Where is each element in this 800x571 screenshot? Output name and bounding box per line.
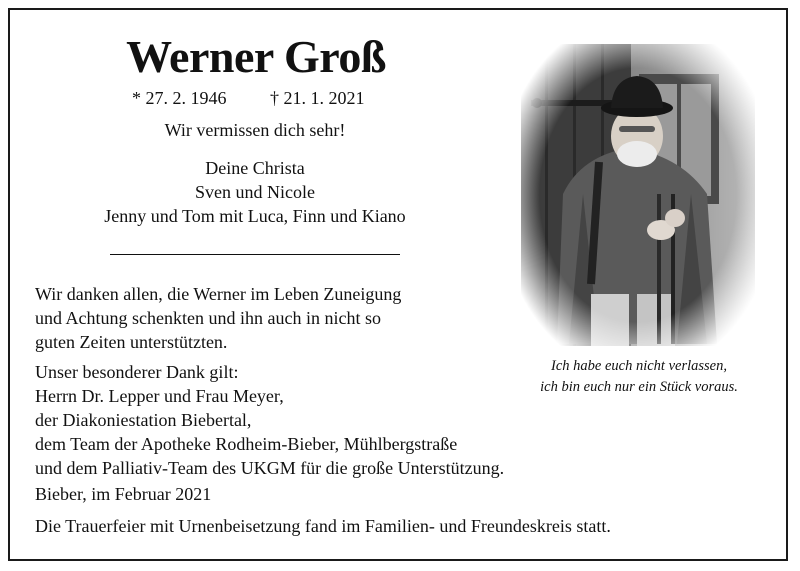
funeral-note-text: Die Trauerfeier mit Urnenbeisetzung fand im Familien- und Freundeskreis statt. xyxy=(35,516,611,536)
thanks-line: Wir danken allen, die Werner im Leben Zuneigung xyxy=(35,284,402,304)
quote-line: Ich habe euch nicht verlassen, xyxy=(551,358,727,374)
family-signatures xyxy=(60,156,450,228)
special-thanks-line: der Diakoniestation Biebertal, xyxy=(35,410,252,430)
special-thanks-line: Unser besonderer Dank gilt: xyxy=(35,362,239,382)
special-thanks-line: dem Team der Apotheke Rodheim-Bieber, Mühlbergstraße xyxy=(35,434,458,454)
special-thanks xyxy=(35,360,504,480)
quote-line: ich bin euch nur ein Stück voraus. xyxy=(540,379,738,395)
family-line: Deine Christa xyxy=(205,158,305,178)
family-line: Jenny und Tom mit Luca, Finn und Kiano xyxy=(104,206,406,226)
thanks-line: und Achtung schenkten und ihn auch in nicht so xyxy=(35,308,381,328)
motto: Wir vermissen dich sehr! xyxy=(164,120,346,140)
birth-date: * 27. 2. 1946 xyxy=(132,88,227,108)
portrait-photo xyxy=(521,44,755,346)
quote xyxy=(508,356,770,398)
special-thanks-line: Herrn Dr. Lepper und Frau Meyer, xyxy=(35,386,284,406)
funeral-note xyxy=(35,514,611,538)
place-date-text: Bieber, im Februar 2021 xyxy=(35,484,212,504)
thanks-line: guten Zeiten unterstützten. xyxy=(35,332,228,352)
thanks-paragraph xyxy=(35,282,401,354)
place-date xyxy=(35,482,211,506)
deceased-name: Werner Groß xyxy=(126,31,386,82)
divider-rule xyxy=(110,254,400,255)
family-line: Sven und Nicole xyxy=(195,182,315,202)
special-thanks-line: und dem Palliativ-Team des UKGM für die große Unterstützung. xyxy=(35,458,505,478)
death-date: † 21. 1. 2021 xyxy=(270,88,365,108)
